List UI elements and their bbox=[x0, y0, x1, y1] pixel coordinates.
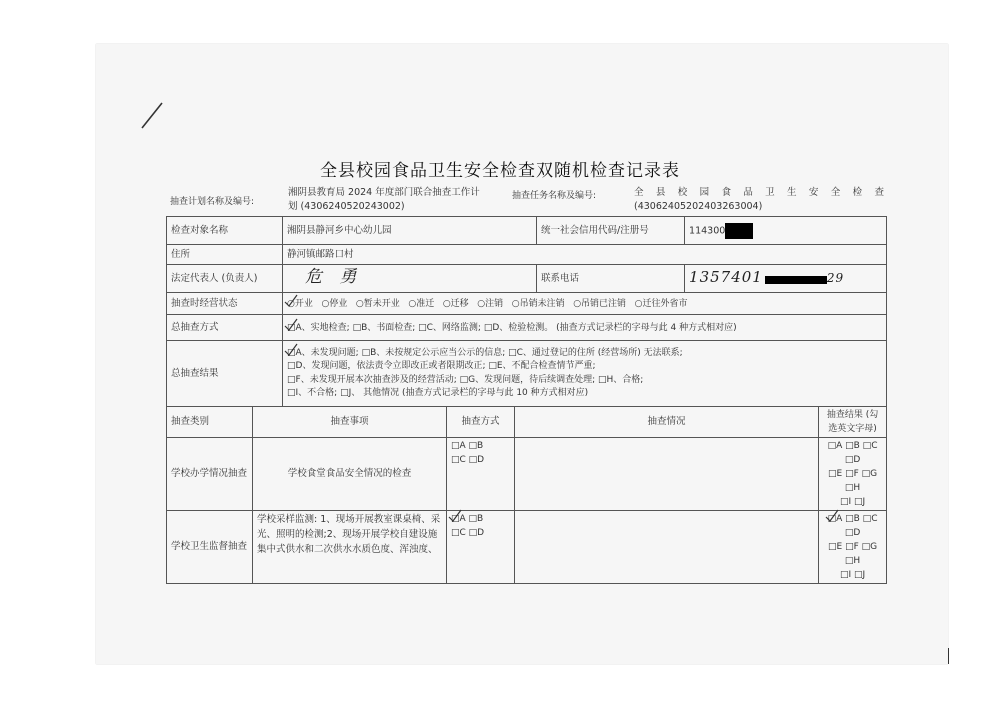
target-row bbox=[167, 217, 887, 245]
status-options bbox=[283, 293, 887, 315]
paper-edge bbox=[948, 648, 949, 664]
phone-value: 1357401 bbox=[689, 268, 763, 286]
target-label: 检查对象名称 bbox=[167, 217, 283, 245]
credit-value: 114300 bbox=[689, 225, 726, 236]
check-mark-icon bbox=[284, 343, 298, 357]
result-cell bbox=[283, 341, 887, 407]
legal-label: 法定代表人 (负责人) bbox=[167, 265, 283, 293]
check-mark-icon bbox=[448, 509, 462, 523]
plan-value-line1: 湘阴县教育局 2024 年度部门联合抽查工作计 bbox=[288, 187, 480, 198]
task-label: 抽查任务名称及编号: bbox=[512, 191, 597, 201]
check-mark-icon bbox=[284, 294, 298, 308]
task-value-line1: 全 县 校 园 食 品 卫 生 安 全 检 查 bbox=[634, 187, 884, 198]
result-line-3: □F、未发现开展本次抽查涉及的经营活动; □G、发现问题，待后续调查处理; □H、合格; bbox=[287, 374, 644, 385]
credit-label: 统一社会信用代码/注册号 bbox=[537, 217, 685, 245]
status-row bbox=[167, 293, 887, 315]
legal-row bbox=[167, 265, 887, 293]
header-method: 抽查方式 bbox=[447, 407, 515, 438]
task-value-line2: (43062405202403263004) bbox=[634, 201, 763, 212]
credit-cell bbox=[685, 217, 887, 245]
detail-header-row bbox=[167, 407, 887, 438]
result-line-1: □A、未发现问题; □B、未按规定公示应当公示的信息; □C、通过登记的住所 (经营场所) 无法联系; bbox=[287, 347, 882, 361]
status-cancelled[interactable]: ○注销 bbox=[477, 298, 504, 309]
detail-method-1[interactable]: □A □B □C □D bbox=[447, 438, 515, 511]
pen-stroke-mark bbox=[140, 100, 166, 130]
result-row bbox=[167, 341, 887, 407]
result-line-2: □D、发现问题，依法责令立即改正或者限期改正; □E、不配合检查情节严重; bbox=[287, 361, 596, 371]
method-label: 总抽查方式 bbox=[167, 315, 283, 341]
address-label: 住所 bbox=[167, 245, 283, 265]
status-open[interactable]: ○开业 bbox=[287, 299, 313, 309]
method-cell bbox=[283, 315, 887, 341]
detail-row-1 bbox=[167, 438, 887, 511]
redaction-block bbox=[725, 223, 753, 239]
method-row bbox=[167, 315, 887, 341]
status-moved-out-province[interactable]: ○迁往外省市 bbox=[634, 298, 688, 309]
status-revoked-not-cancelled[interactable]: ○吊销未注销 bbox=[511, 298, 565, 309]
plan-value bbox=[288, 186, 500, 214]
detail-result-1[interactable]: □A □B □C □D □E □F □G □H □I □J bbox=[819, 438, 887, 511]
detail-method-2[interactable]: □A □B □C □D bbox=[447, 511, 515, 584]
check-mark-icon bbox=[825, 509, 839, 523]
detail-row-2 bbox=[167, 511, 887, 584]
header-result: 抽查结果 (勾选英文字母) bbox=[819, 407, 887, 438]
detail-situation-1[interactable] bbox=[515, 438, 819, 511]
detail-category-2: 学校卫生监督抽查 bbox=[167, 511, 253, 584]
address-value: 静河镇邮路口村 bbox=[283, 245, 887, 265]
phone-label: 联系电话 bbox=[537, 265, 685, 293]
detail-situation-2[interactable] bbox=[515, 511, 819, 584]
check-mark-icon bbox=[284, 318, 298, 332]
detail-item-1: 学校食堂食品安全情况的检查 bbox=[253, 438, 447, 511]
phone-cell bbox=[685, 265, 887, 293]
result-line-4: □I、不合格; □J、 其他情况 (抽查方式记录栏的字母与此 10 种方式相对应) bbox=[287, 388, 589, 398]
header-item: 抽查事项 bbox=[253, 407, 447, 438]
result-label: 总抽查结果 bbox=[167, 341, 283, 407]
status-revoked-cancelled[interactable]: ○吊销已注销 bbox=[573, 298, 627, 309]
plan-value-line2: 划 (4306240520243002) bbox=[288, 201, 405, 212]
phone-redaction bbox=[765, 276, 827, 284]
detail-item-2: 学校采样监测: 1、现场开展教室课桌椅、采光、照明的检测;2、现场开展学校自建设施集中式供水和二次供水水质色度、浑浊度、 bbox=[253, 511, 447, 584]
status-approved-move[interactable]: ○准迁 bbox=[408, 298, 435, 309]
status-moved[interactable]: ○迁移 bbox=[442, 298, 469, 309]
header-situation: 抽查情况 bbox=[515, 407, 819, 438]
status-suspended[interactable]: ○停业 bbox=[321, 298, 348, 309]
header-category: 抽查类别 bbox=[167, 407, 253, 438]
legal-value-cell bbox=[283, 265, 537, 293]
record-table bbox=[166, 216, 887, 584]
detail-category-1: 学校办学情况抽查 bbox=[167, 438, 253, 511]
status-not-open[interactable]: ○暂未开业 bbox=[355, 298, 400, 309]
address-row bbox=[167, 245, 887, 265]
status-label: 抽查时经营状态 bbox=[167, 293, 283, 315]
method-options: □A、实地检查; □B、书面检查; □C、网络监测; □D、检验检测。 (抽查方式记录栏的字母与此 4 种方式相对应) bbox=[287, 322, 737, 333]
plan-label: 抽查计划名称及编号: bbox=[170, 197, 255, 207]
phone-tail: 29 bbox=[826, 271, 845, 285]
task-value bbox=[634, 186, 884, 214]
legal-signature: 危 勇 bbox=[305, 267, 363, 287]
form-title: 全县校园食品卫生安全检查双随机检查记录表 bbox=[320, 161, 680, 181]
target-value: 湘阴县静河乡中心幼儿园 bbox=[283, 217, 537, 245]
detail-result-2[interactable]: □A □B □C □D □E □F □G □H □I □J bbox=[819, 511, 887, 584]
